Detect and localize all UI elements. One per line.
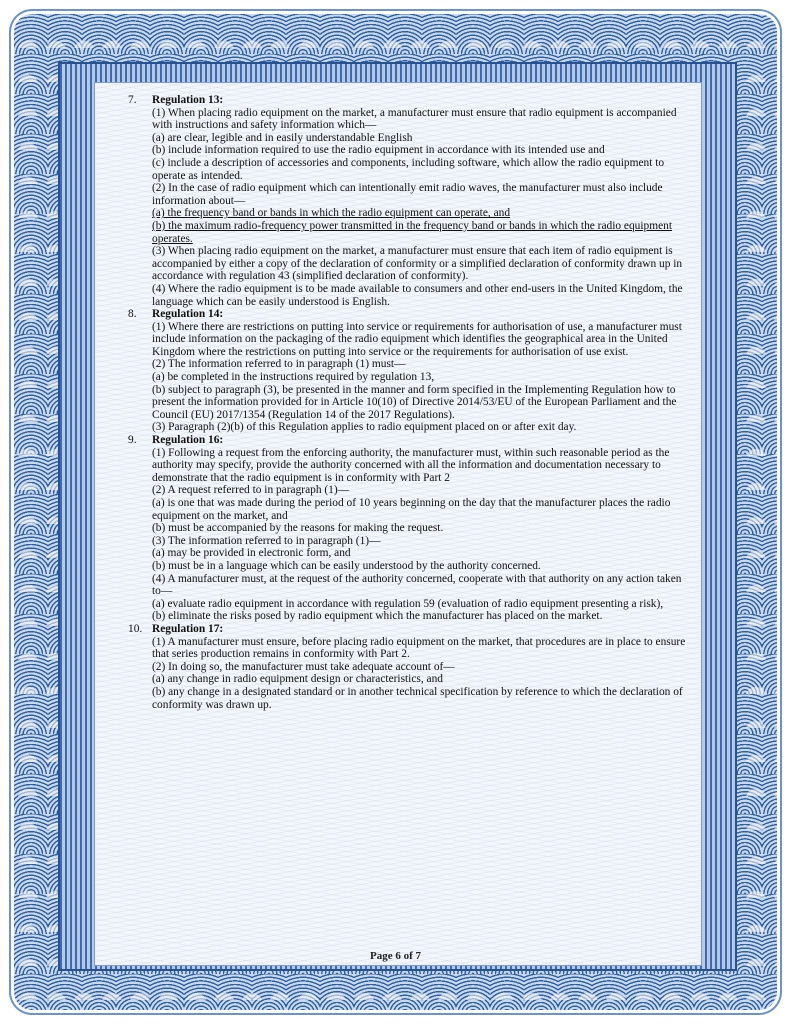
section-title: Regulation 14: bbox=[152, 308, 224, 321]
section-number: 8. bbox=[128, 308, 137, 321]
section-regulation-17 bbox=[120, 623, 688, 711]
paragraph: (3) When placing radio equipment on the market, a manufacturer must ensure that each item of radio equipment is accompanied by either a copy of the declaration of conformity or a simplified declaration of conformity drawn up in accordance with regulation 43 (simplified declaration of conformity). bbox=[152, 245, 683, 283]
paragraph: (b) any change in a designated standard or in another technical specification by reference to which the declaration of conformity was drawn up. bbox=[152, 685, 683, 711]
paragraph: (a) may be provided in electronic form, and bbox=[152, 547, 351, 560]
paragraph: (1) A manufacturer must ensure, before placing radio equipment on the market, that procedures are in place to ensure that series production remains in conformity with Part 2. bbox=[152, 635, 686, 661]
section-number: 10. bbox=[128, 622, 143, 635]
paragraph: (a) evaluate radio equipment in accordance with regulation 59 (evaluation of radio equipment presenting a risk), bbox=[152, 597, 664, 610]
section-number: 7. bbox=[128, 94, 137, 106]
paragraph: (4) Where the radio equipment is to be made available to consumers and other end-users in the United Kingdom, the language which can be easily understood is English. bbox=[152, 282, 683, 308]
paragraph: (1) Following a request from the enforcing authority, the manufacturer must, within such reasonable period as the authority may specify, provide the authority concerned with all the information and documentation necessary to demonstrate that the radio equipment is in conformity with Part 2 bbox=[152, 446, 670, 484]
section-regulation-13 bbox=[120, 94, 688, 308]
paragraph: (2) The information referred to in paragraph (1) must— bbox=[152, 358, 406, 371]
paragraph: (a) are clear, legible and in easily understandable English bbox=[152, 131, 413, 144]
paragraph: (a) be completed in the instructions required by regulation 13, bbox=[152, 371, 435, 384]
section-title: Regulation 17: bbox=[152, 622, 224, 635]
paragraph: (3) Paragraph (2)(b) of this Regulation applies to radio equipment placed on or after exit day. bbox=[152, 421, 577, 434]
paragraph: (3) The information referred to in paragraph (1)— bbox=[152, 534, 381, 547]
paragraph: (b) eliminate the risks posed by radio equipment which the manufacturer has placed on the market. bbox=[152, 610, 603, 623]
paragraph: (1) When placing radio equipment on the market, a manufacturer must ensure that radio equipment is accompanied with instructions and safety information which— bbox=[152, 106, 677, 132]
section-title: Regulation 13: bbox=[152, 94, 224, 106]
document-body bbox=[120, 94, 688, 711]
paragraph: (4) A manufacturer must, at the request of the authority concerned, cooperate with that authority on any action taken to— bbox=[152, 572, 682, 598]
paragraph: (a) is one that was made during the period of 10 years beginning on the day that the manufacturer places the radio equipment on the market, and bbox=[152, 497, 671, 522]
section-regulation-16 bbox=[120, 434, 688, 623]
page-number: Page 6 of 7 bbox=[369, 950, 421, 962]
paragraph: (2) In doing so, the manufacturer must take adequate account of— bbox=[152, 660, 455, 673]
paragraph: (c) include a description of accessories and components, including software, which allow the radio equipment to operate as intended. bbox=[152, 156, 665, 182]
paragraph-underlined: (b) the maximum radio-frequency power transmitted in the frequency band or bands in which the radio equipment operates. bbox=[152, 219, 673, 245]
paragraph: (2) In the case of radio equipment which can intentionally emit radio waves, the manufacturer must also include information about— bbox=[152, 182, 663, 207]
paragraph: (1) Where there are restrictions on putting into service or requirements for authorisation of use, a manufacturer must include information on the packaging of the radio equipment which identifies the geographical area in the United Kingdom where the restrictions on putting into service or the requirements for authorisation of use exist. bbox=[152, 320, 682, 358]
paragraph: (b) include information required to use the radio equipment in accordance with its intended use and bbox=[152, 144, 605, 157]
section-title: Regulation 16: bbox=[152, 434, 224, 447]
paragraph: (b) must be accompanied by the reasons for making the request. bbox=[152, 522, 444, 535]
paragraph: (a) any change in radio equipment design or characteristics, and bbox=[152, 673, 443, 686]
paragraph: (b) subject to paragraph (3), be presented in the manner and form specified in the Implementing Regulation how to present the information provided for in Article 10(10) of Directive 2014/53/EU of the European Parliament and the Council (EU) 2017/1354 (Regulation 14 of the 2017 Regulations). bbox=[152, 383, 677, 421]
section-regulation-14 bbox=[120, 308, 688, 434]
section-number: 9. bbox=[128, 434, 137, 447]
paragraph-underlined: (a) the frequency band or bands in which the radio equipment can operate, and bbox=[152, 207, 511, 220]
paragraph: (b) must be in a language which can be easily understood by the authority concerned. bbox=[152, 559, 541, 572]
paragraph: (2) A request referred to in paragraph (1)— bbox=[152, 484, 350, 497]
